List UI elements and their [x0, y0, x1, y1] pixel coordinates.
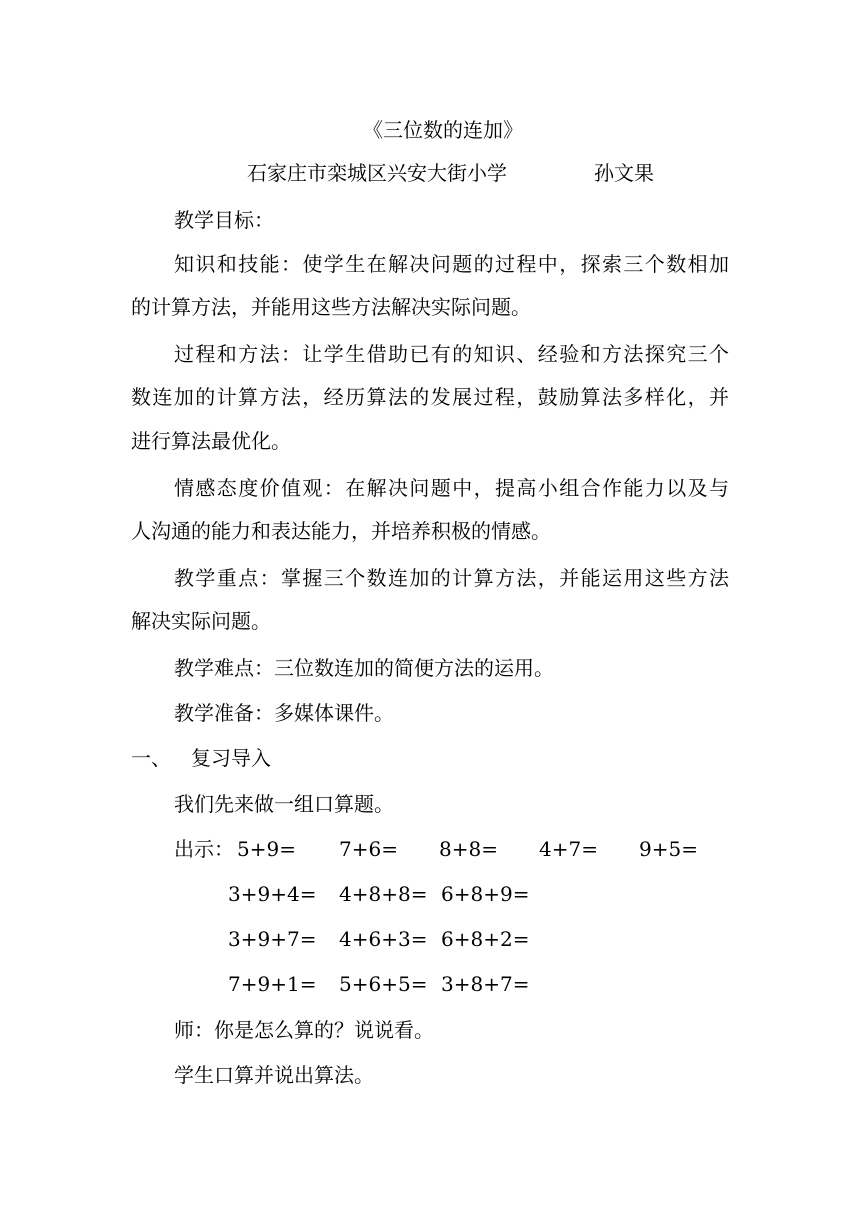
exercise-item: 6+8+2=: [441, 927, 530, 951]
section-1-number: 一、: [131, 746, 171, 770]
emotion-line-1: 情感态度价值观：在解决问题中，提高小组合作能力以及与: [174, 476, 729, 500]
exercise-item: 5+6+5=: [339, 972, 428, 996]
knowledge-line-2: 的计算方法，并能用这些方法解决实际问题。: [131, 295, 531, 319]
intro-text: 我们先来做一组口算题。: [174, 792, 394, 816]
exercise-item: 8+8=: [439, 837, 498, 861]
exercise-item: 3+9+7=: [228, 927, 317, 951]
exercise-item: 3+8+7=: [441, 972, 530, 996]
exercise-item: 7+9+1=: [228, 972, 317, 996]
process-line-3: 进行算法最优化。: [131, 429, 291, 453]
show-label: 出示：: [174, 837, 234, 861]
preparation-line: 教学准备：多媒体课件。: [174, 701, 394, 725]
teacher-question: 师：你是怎么算的？说说看。: [174, 1018, 434, 1042]
process-line-2: 数连加的计算方法，经历算法的发展过程，鼓励算法多样化，并: [131, 385, 729, 409]
exercise-item: 3+9+4=: [228, 882, 317, 906]
author-school: 石家庄市栾城区兴安大街小学: [247, 161, 507, 185]
section-1-title: 复习导入: [191, 746, 271, 770]
author-name: 孙文果: [594, 161, 654, 185]
exercise-item: 6+8+9=: [441, 882, 530, 906]
goals-heading: 教学目标：: [174, 208, 274, 232]
process-line-1: 过程和方法：让学生借助已有的知识、经验和方法探究三个: [174, 342, 729, 366]
exercise-item: 7+6=: [339, 837, 398, 861]
exercise-item: 5+9=: [237, 837, 296, 861]
difficulty-line: 教学难点：三位数连加的简便方法的运用。: [174, 656, 554, 680]
exercise-item: 9+5=: [639, 837, 698, 861]
student-answer: 学生口算并说出算法。: [174, 1063, 374, 1087]
exercise-item: 4+6+3=: [339, 927, 428, 951]
exercise-item: 4+7=: [539, 837, 598, 861]
exercise-item: 4+8+8=: [339, 882, 428, 906]
key-point-line-2: 解决实际问题。: [131, 609, 271, 633]
key-point-line-1: 教学重点：掌握三个数连加的计算方法，并能运用这些方法: [174, 566, 729, 590]
knowledge-line-1: 知识和技能：使学生在解决问题的过程中，探索三个数相加: [174, 252, 729, 276]
document-title: 《三位数的连加》: [363, 118, 523, 142]
emotion-line-2: 人沟通的能力和表达能力，并培养积极的情感。: [131, 519, 551, 543]
